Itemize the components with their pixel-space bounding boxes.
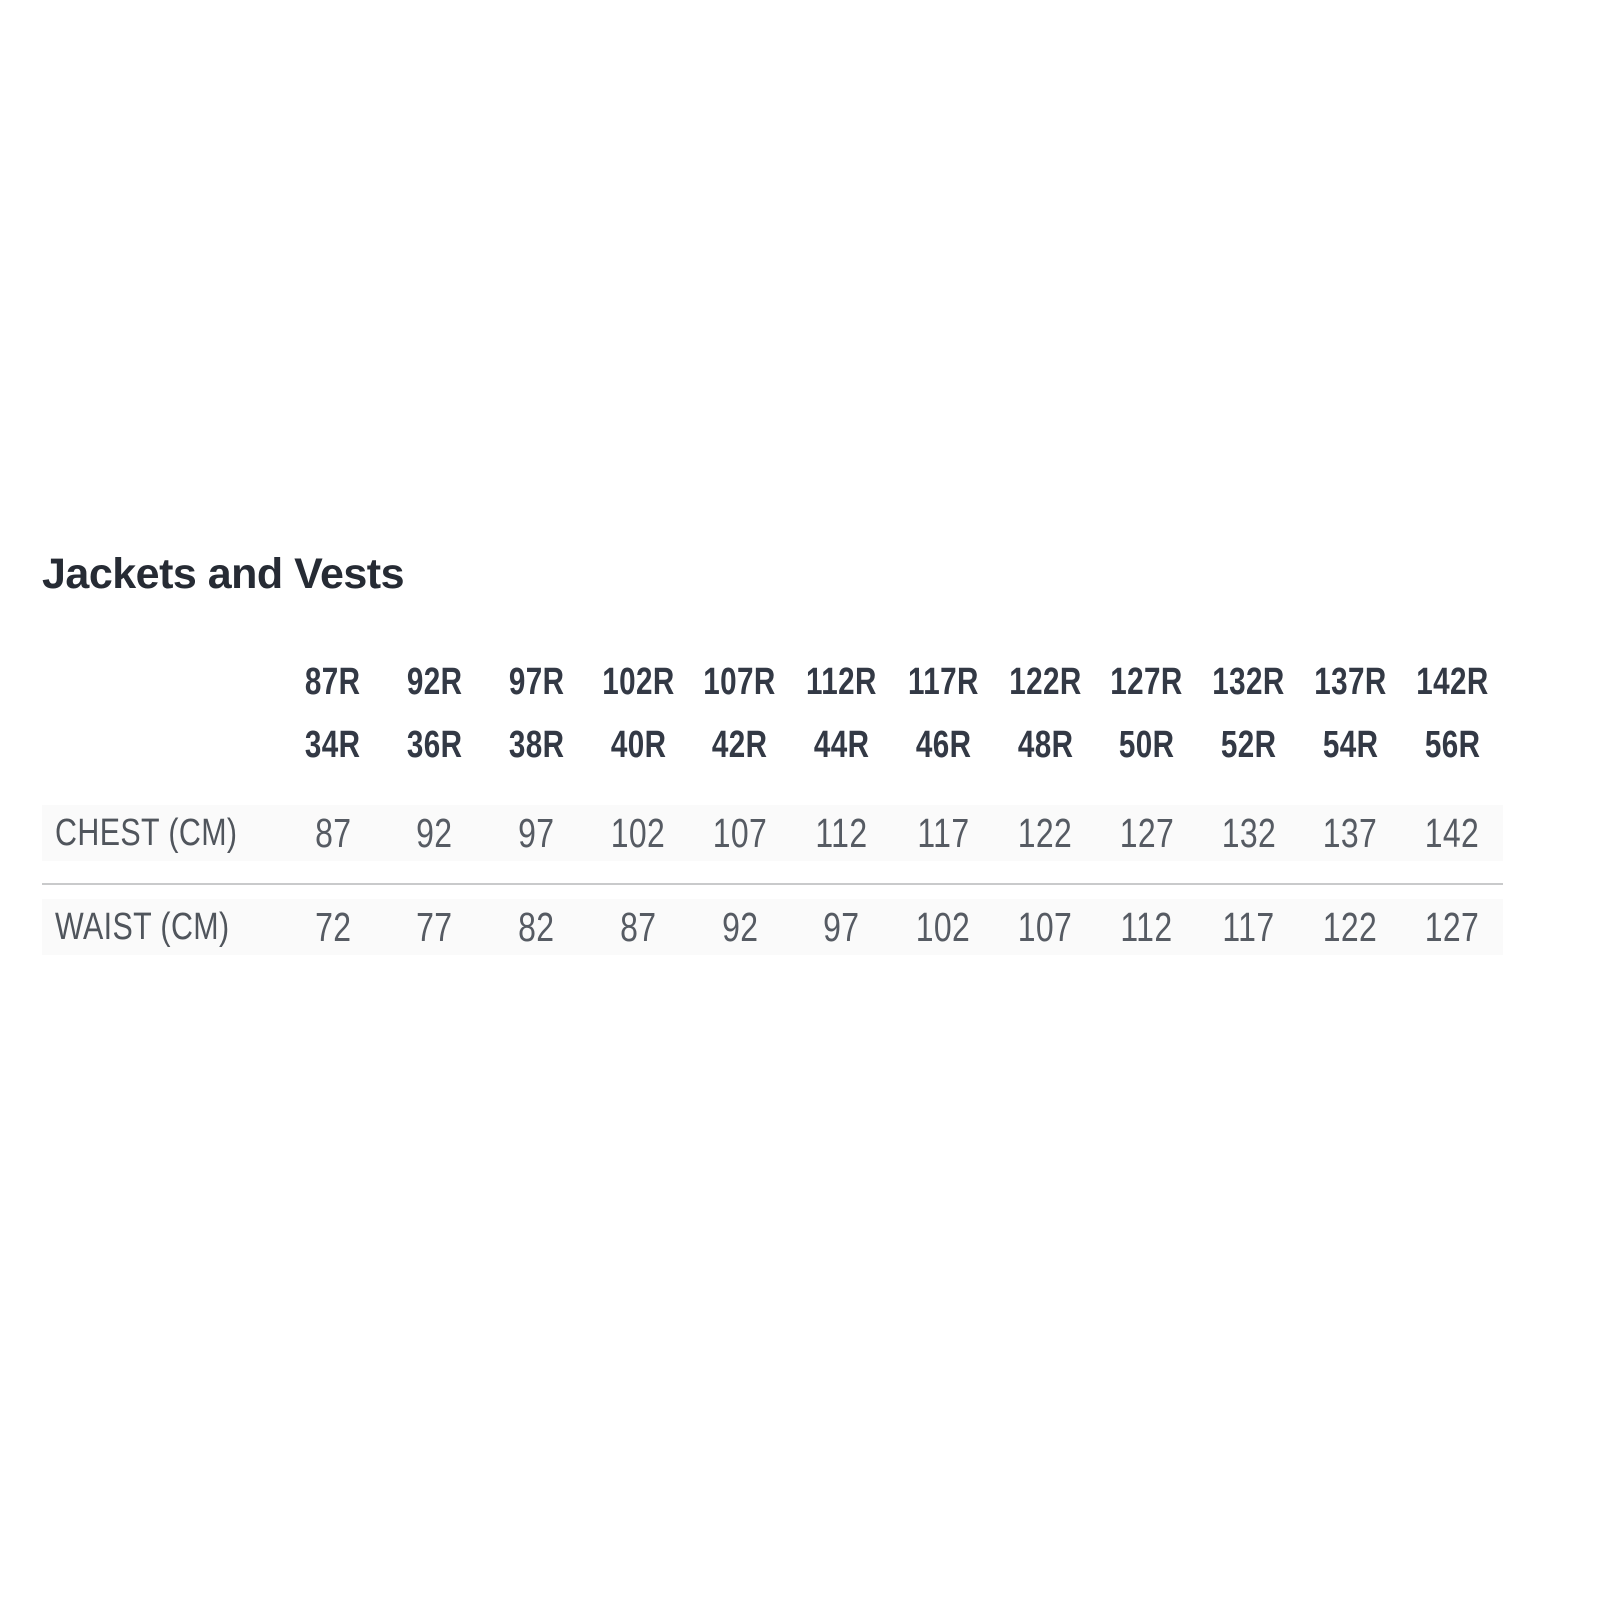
value-cell [1401,810,1503,857]
size-header-cell [282,724,384,767]
chest-value: 92 [416,809,453,856]
chest-value: 132 [1221,809,1276,856]
size-header-cell [587,661,689,704]
size-header-cell [1300,661,1402,704]
value-cell [384,904,486,951]
size-header-label: 44R [813,723,870,766]
row-divider [42,883,1503,885]
size-header-cell [587,724,689,767]
chest-value: 87 [314,809,352,856]
size-header-cell [1198,724,1300,767]
header-row-imperial [42,713,1503,777]
chest-value: 112 [815,809,868,856]
waist-value: 72 [314,903,352,950]
size-header-label: 122R [1008,660,1082,703]
waist-value: 127 [1424,903,1480,950]
waist-value: 87 [619,903,657,950]
waist-value: 117 [1222,903,1275,950]
size-header-cell [994,724,1096,767]
value-cell [1198,904,1300,951]
row-label: CHEST (CM) [55,811,238,854]
section-title: Jackets and Vests [42,550,405,598]
value-cell [791,810,893,857]
value-cell [689,810,791,857]
size-header-label: 52R [1220,723,1277,766]
size-header-label: 46R [915,723,972,766]
value-cell [486,810,588,857]
waist-value: 92 [721,903,759,950]
waist-value: 122 [1323,903,1378,950]
size-header-cell [384,724,486,767]
size-header-cell [791,724,893,767]
size-header-label: 56R [1424,723,1480,766]
value-cell [994,904,1096,951]
value-cell [486,904,588,951]
value-cell [893,810,995,857]
size-header-label: 40R [610,723,666,766]
size-header-label: 97R [508,660,565,703]
chest-value: 127 [1119,809,1175,856]
row-label: WAIST (CM) [55,905,230,948]
size-header-label: 54R [1322,723,1379,766]
waist-value: 107 [1017,903,1073,950]
value-cell [282,904,384,951]
chest-value: 107 [712,809,768,856]
chest-value: 137 [1323,809,1378,856]
size-header-label: 87R [305,660,361,703]
size-header-label: 132R [1212,660,1285,703]
size-header-cell [1300,724,1402,767]
size-header-label: 38R [508,723,565,766]
value-cell [282,810,384,857]
size-header-label: 112R [806,660,878,703]
size-header-cell [1198,661,1300,704]
chest-value: 102 [610,809,666,856]
size-header-label: 102R [601,660,675,703]
size-header-label: 42R [712,723,768,766]
size-header-cell [689,724,791,767]
waist-value: 102 [916,903,971,950]
size-header-label: 34R [305,723,361,766]
size-header-cell [689,661,791,704]
size-header-cell [486,724,588,767]
value-cell [893,904,995,951]
size-header-cell [1096,661,1198,704]
value-cell [384,810,486,857]
size-header-cell [893,724,995,767]
size-table [42,651,1503,955]
size-header-label: 117R [907,660,979,703]
row-label-cell [42,906,282,949]
value-cell [1300,904,1402,951]
value-cell [1401,904,1503,951]
value-cell [791,904,893,951]
chest-value: 142 [1424,809,1480,856]
size-header-cell [486,661,588,704]
waist-row [42,899,1503,955]
size-header-cell [384,661,486,704]
size-header-label: 48R [1017,723,1073,766]
size-header-label: 36R [406,723,463,766]
size-header-label: 127R [1110,660,1184,703]
value-cell [587,904,689,951]
size-header-cell [994,661,1096,704]
size-header-label: 142R [1415,660,1489,703]
size-header-label: 137R [1314,660,1387,703]
size-header-cell [791,661,893,704]
size-header-label: 92R [406,660,463,703]
value-cell [689,904,791,951]
value-cell [1198,810,1300,857]
value-cell [587,810,689,857]
waist-value: 97 [823,903,860,950]
row-label-cell [42,812,282,855]
waist-value: 112 [1120,903,1173,950]
size-header-label: 50R [1119,723,1175,766]
size-header-label: 107R [703,660,777,703]
size-header-cell [893,661,995,704]
waist-value: 82 [518,903,555,950]
chest-row [42,805,1503,861]
size-header-cell [1096,724,1198,767]
size-header-cell [282,661,384,704]
waist-value: 77 [416,903,453,950]
chest-value: 117 [917,809,970,856]
value-cell [994,810,1096,857]
size-header-cell [1401,661,1503,704]
value-cell [1096,810,1198,857]
size-header-cell [1401,724,1503,767]
header-row-cm [42,651,1503,713]
chest-value: 122 [1017,809,1073,856]
value-cell [1096,904,1198,951]
chest-value: 97 [518,809,555,856]
value-cell [1300,810,1402,857]
